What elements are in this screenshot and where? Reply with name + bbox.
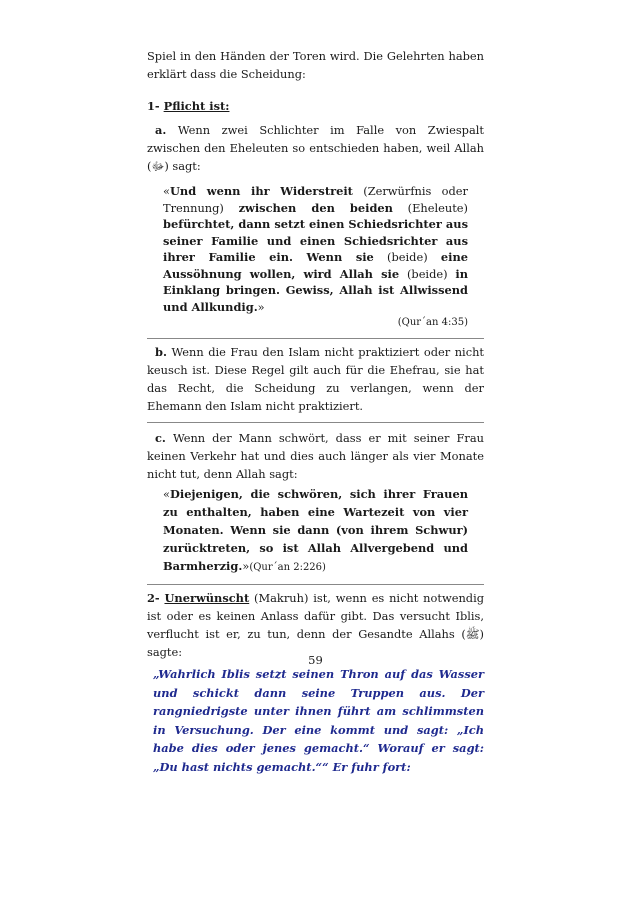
divider: [147, 422, 484, 423]
section-2-number: 2-: [147, 591, 160, 605]
page-number: 59: [308, 653, 323, 667]
divider: [147, 584, 484, 585]
section-1-number: 1-: [147, 99, 160, 113]
item-b-paragraph: [147, 343, 484, 415]
page-content: [147, 47, 484, 776]
item-b-text: Wenn die Frau den Islam nicht praktiziert oder nicht keusch ist. Diese Regel gilt auch für die Ehefrau, sie hat das Recht, die Scheidung zu verlangen, wenn der Ehemann den Islam nicht praktiziert.: [147, 345, 484, 413]
quote-close-mark: »: [242, 559, 250, 573]
quote-close-mark: »: [257, 299, 265, 314]
quote-open-mark: «: [163, 487, 170, 501]
item-b-letter: b.: [155, 345, 167, 359]
quran-quote-4-35: «Und wenn ihr Widerstreit (Zerwürfnis oder Trennung) zwischen den beiden (Eheleute) befürchtet, dann setzt einen Schiedsrichter aus seiner Familie und einen Schiedsrichter aus ihrer Familie ein. Wenn sie (beide) eine Aussöhnung wollen, wird Allah sie (beide) in Einklang bringen. Gewiss, Allah ist Allwissend und Allkundig.»: [163, 184, 468, 314]
section-2-text: (Makruh) ist, wenn es nicht notwendig ist oder es keinen Anlass dafür gibt. Das versucht Iblis, verflucht ist er, zu tun, denn der Gesandte Allahs (ﷺ) sagte:: [147, 591, 485, 659]
item-a-paragraph: [147, 121, 484, 175]
hadith-quote: „Wahrlich Iblis setzt seinen Thron auf das Wasser und schickt dann seine Truppen aus. Der rangniedrigste unter ihnen führt am schlimmsten in Versuchung. Der eine kommt und sagt: „Ich habe dies oder jenes gemacht.“ Worauf er sagt: „Du hast nichts gemacht.““ Er fuhr fort:: [153, 667, 484, 774]
divider: [147, 338, 484, 339]
quran-ref-4-35: (Qur´an 4:35): [397, 317, 468, 328]
intro-paragraph: Spiel in den Händen der Toren wird. Die Gelehrten haben erklärt dass die Scheidung:: [147, 49, 484, 81]
item-a-letter: a.: [155, 123, 167, 137]
section-2-title: Unerwünscht: [164, 591, 250, 605]
item-c-text: Wenn der Mann schwört, dass er mit seiner Frau keinen Verkehr hat und dies auch länger als vier Monate nicht tut, denn Allah sagt:: [147, 431, 484, 481]
quote-open-mark: «: [163, 184, 170, 198]
item-c-paragraph: [147, 429, 484, 483]
section-1-title: Pflicht ist:: [163, 99, 230, 113]
quran-ref-2-226: (Qur´an 2:226): [249, 562, 326, 573]
item-c-letter: c.: [155, 431, 166, 445]
quran-quote-2-226: «Diejenigen, die schwören, sich ihrer Frauen zu enthalten, haben eine Wartezeit von vier Monaten. Wenn sie dann (von ihrem Schwur) zurücktreten, so ist Allah Allvergebend und Barmherzig.»(Qur´an 2:226): [163, 487, 468, 573]
item-a-text: Wenn zwei Schlichter im Falle von Zwiespalt zwischen den Eheleuten so entschieden haben, weil Allah (ﷻ) sagt:: [147, 123, 484, 173]
section-1-heading: [147, 97, 484, 115]
